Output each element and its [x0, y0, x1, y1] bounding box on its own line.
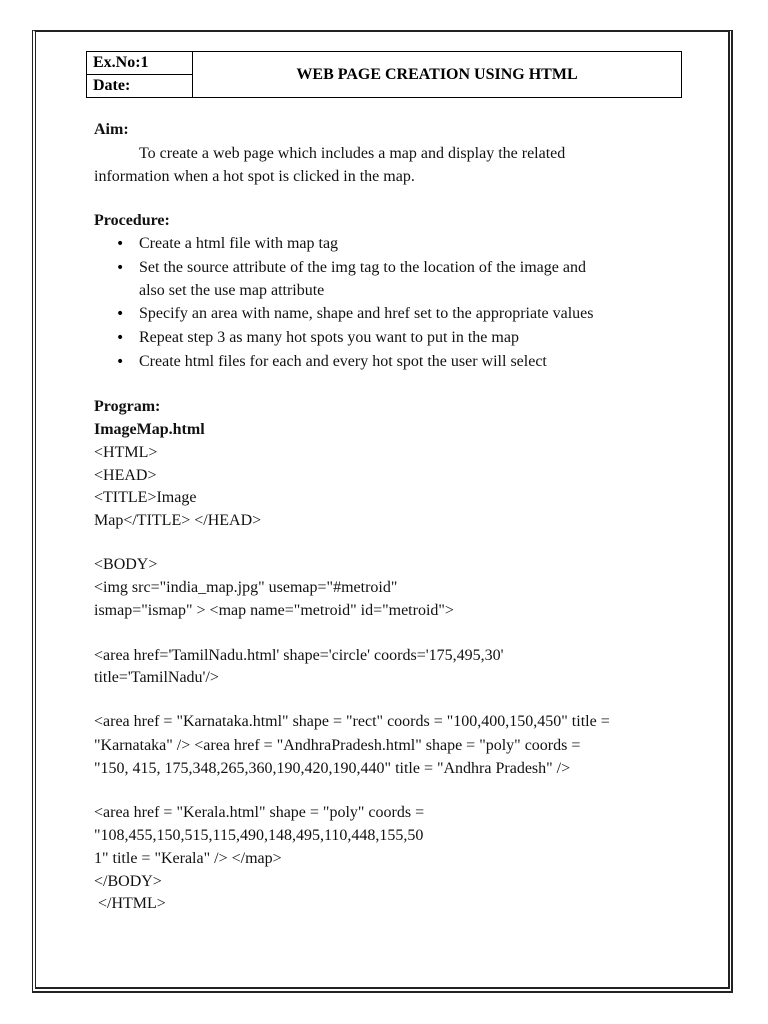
bullet-icon: • — [116, 330, 125, 346]
code-line: </HTML> — [94, 895, 166, 912]
code-line: <BODY> — [94, 556, 158, 573]
procedure-item-1: Create a html file with map tag — [139, 235, 339, 252]
program-filename: ImageMap.html — [94, 421, 205, 438]
code-line: </BODY> — [94, 873, 162, 890]
code-line: <HEAD> — [94, 467, 157, 484]
procedure-item-2-cont: also set the use map attribute — [139, 282, 325, 299]
code-line: <area href = "Karnataka.html" shape = "rect" coords = "100,400,150,450" title = — [94, 713, 610, 730]
program-heading: Program: — [94, 398, 161, 415]
aim-line-1: To create a web page which includes a map and display the related — [139, 145, 566, 162]
aim-line-2: information when a hot spot is clicked in the map. — [94, 168, 415, 185]
bullet-icon: • — [116, 354, 125, 370]
code-line: <area href='TamilNadu.html' shape='circle' coords='175,495,30' — [94, 647, 504, 664]
header-table — [86, 51, 682, 98]
code-line: title='TamilNadu'/> — [94, 669, 219, 686]
bullet-icon: • — [116, 306, 125, 322]
code-line: <area href = "Kerala.html" shape = "poly" coords = — [94, 804, 425, 821]
date-cell: Date: — [93, 77, 131, 94]
bullet-icon: • — [116, 260, 125, 276]
aim-heading: Aim: — [94, 121, 129, 138]
procedure-item-2: Set the source attribute of the img tag to the location of the image and — [139, 259, 586, 276]
code-line: "Karnataka" /> <area href = "AndhraPradesh.html" shape = "poly" coords = — [94, 737, 581, 754]
code-line: "108,455,150,515,115,490,148,495,110,448,155,50 — [94, 827, 424, 844]
code-line: 1" title = "Kerala" /> </map> — [94, 850, 282, 867]
code-line: <img src="india_map.jpg" usemap="#metroid" — [94, 579, 398, 596]
procedure-item-4: Repeat step 3 as many hot spots you want to put in the map — [139, 329, 519, 346]
document-title: WEB PAGE CREATION USING HTML — [296, 65, 578, 83]
procedure-heading: Procedure: — [94, 212, 170, 229]
header-left-cells — [87, 52, 193, 97]
code-line: Map</TITLE> </HEAD> — [94, 512, 262, 529]
procedure-item-5: Create html files for each and every hot spot the user will select — [139, 353, 547, 370]
ex-no-cell: Ex.No:1 — [87, 52, 192, 75]
code-line: ismap="ismap" > <map name="metroid" id="metroid"> — [94, 602, 454, 619]
code-line: <TITLE>Image — [94, 489, 197, 506]
code-line: <HTML> — [94, 444, 158, 461]
bullet-icon: • — [116, 236, 125, 252]
procedure-item-3: Specify an area with name, shape and href set to the appropriate values — [139, 305, 594, 322]
code-line: "150, 415, 175,348,265,360,190,420,190,440" title = "Andhra Pradesh" /> — [94, 760, 571, 777]
